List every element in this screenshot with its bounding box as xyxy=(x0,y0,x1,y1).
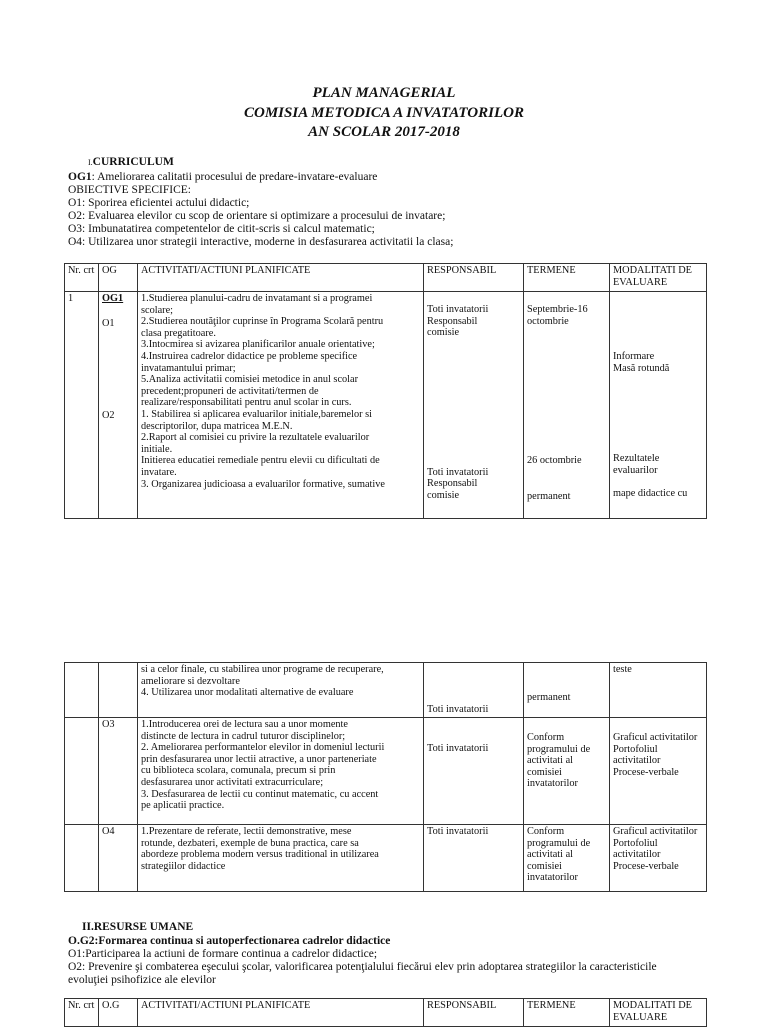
activity-line: distincte de lectura in cadrul tuturor disciplinelor; xyxy=(141,730,346,742)
deadline-line: programului de xyxy=(527,837,591,849)
table-header-row xyxy=(65,264,707,292)
activity-line: 2. Ameliorarea performantelor elevilor in domeniul lecturii xyxy=(141,742,385,754)
deadline-line: permanent xyxy=(527,490,571,502)
activity-line: 2.Raport al comisiei cu privire la rezultatele evaluarilor xyxy=(141,432,370,444)
row-number: 1 xyxy=(65,292,99,519)
og1-label: OG1 xyxy=(102,293,124,304)
activity-line: 1. Stabilirea si aplicarea evaluarilor initiale,baremelor si xyxy=(141,408,373,420)
og-cell: O4 xyxy=(99,825,138,892)
deadline-line: activitati al xyxy=(527,849,574,861)
header-deadlines: TERMENE xyxy=(524,264,610,292)
evaluation-line: Informare xyxy=(613,351,655,362)
activity-line: rotunde, dezbateri, exemple de buna practica, care sa xyxy=(141,837,359,849)
deadline-cell xyxy=(524,292,610,519)
o1-label: O1 xyxy=(102,317,115,329)
header-nr: Nr. crt xyxy=(65,999,99,1027)
objective-item: O3: Imbunatatirea competentelor de citit-scris si calcul matematic; xyxy=(68,223,375,235)
responsible-line: Toti invatatorii xyxy=(427,304,489,315)
deadline-line: Septembrie-16 xyxy=(527,304,588,315)
deadline-line: invatatorilor xyxy=(527,872,578,884)
evaluation-line: Graficul activitatilor xyxy=(613,826,698,837)
row-number xyxy=(65,663,99,718)
section-number: I. xyxy=(88,158,93,167)
responsible-line: Toti invatatorii xyxy=(427,826,489,837)
evaluation-line: teste xyxy=(613,664,632,675)
activity-line: 3. Desfasurarea de lectii cu continut matematic, cu accent xyxy=(141,788,379,800)
deadline-line: Conform xyxy=(527,826,565,837)
deadline-cell xyxy=(524,718,610,825)
activity-line: 1.Prezentare de referate, lectii demonstrative, mese xyxy=(141,826,352,837)
activity-line: prin desfasurarea unor lectii atractive, a unor parteneriate xyxy=(141,753,377,765)
activity-line: precedent;propuneri de activitati/termen de xyxy=(141,385,319,397)
table-row xyxy=(65,825,707,892)
document-subtitle: COMISIA METODICA A INVATATORILOR xyxy=(244,105,524,121)
activity-line: 3.Intocmirea si avizarea planificarilor anuale orientative; xyxy=(141,339,375,351)
responsible-cell xyxy=(424,663,524,718)
section-heading xyxy=(82,921,193,934)
header-activities: ACTIVITATI/ACTIUNI PLANIFICATE xyxy=(138,999,424,1027)
responsible-line: Responsabil xyxy=(427,315,478,327)
evaluation-line: activitatilor xyxy=(613,849,661,861)
plan-table-1 xyxy=(64,263,707,519)
activity-line: desfasurarea unor activitati extracurriculare; xyxy=(141,776,324,788)
evaluation-line: evaluarilor xyxy=(613,464,658,476)
deadline-line: programului de xyxy=(527,743,591,755)
evaluation-line: Masă rotundă xyxy=(613,362,670,374)
activity-line: scolare; xyxy=(141,304,174,316)
deadline-line: comisiei xyxy=(527,860,562,872)
evaluation-line: Rezultatele xyxy=(613,453,660,465)
table-header-row xyxy=(65,999,707,1027)
activity-line: si a celor finale, cu stabilirea unor programe de recuperare, xyxy=(141,664,384,675)
school-year: AN SCOLAR 2017-2018 xyxy=(308,124,460,140)
deadline-cell xyxy=(524,825,610,892)
activity-line: invatamantului primar; xyxy=(141,362,236,374)
og-cell xyxy=(99,292,138,519)
header-evaluation: MODALITATI DE EVALUARE xyxy=(610,999,707,1027)
section-heading xyxy=(88,156,174,170)
activity-line: 5.Analiza activitatii comisiei metodice in anul scolar xyxy=(141,374,359,386)
objective-item: evoluţiei psihofizice ale elevilor xyxy=(68,974,216,986)
activity-line: initiale. xyxy=(141,443,173,455)
objective-item: O2: Evaluarea elevilor cu scop de orientare si optimizare a procesului de invatare; xyxy=(68,210,446,222)
og-text: : Ameliorarea calitatii procesului de predare-invatare-evaluare xyxy=(91,171,378,183)
evaluation-cell xyxy=(610,292,707,519)
header-responsible: RESPONSABIL xyxy=(424,999,524,1027)
activity-line: pe aplicatii practice. xyxy=(141,800,225,812)
activity-line: clasa pregatitoare. xyxy=(141,327,216,339)
evaluation-cell xyxy=(610,663,707,718)
deadline-line: permanent xyxy=(527,692,571,703)
activity-line: descriptorilor, dupa matricea M.E.N. xyxy=(141,420,293,432)
activity-line: 4. Utilizarea unor modalitati alternative de evaluare xyxy=(141,687,354,699)
activities-cell xyxy=(138,292,424,519)
og-cell: O3 xyxy=(99,718,138,825)
activity-line: strategiilor didactice xyxy=(141,860,226,872)
deadline-cell xyxy=(524,663,610,718)
evaluation-line: Procese-verbale xyxy=(613,766,679,778)
header-og: O.G xyxy=(99,999,138,1027)
activity-line: abordeze problema modern versus traditional in utilizarea xyxy=(141,849,379,861)
table-row xyxy=(65,663,707,718)
header-nr: Nr. crt xyxy=(65,264,99,292)
table-row xyxy=(65,292,707,519)
deadline-line: activitati al xyxy=(527,755,574,767)
responsible-line: Toti invatatorii xyxy=(427,743,489,754)
og-cell xyxy=(99,663,138,718)
activities-cell xyxy=(138,663,424,718)
plan-table-3 xyxy=(64,998,707,1027)
activities-cell xyxy=(138,718,424,825)
activities-cell xyxy=(138,825,424,892)
header-og: OG xyxy=(99,264,138,292)
activity-line: invatare. xyxy=(141,466,177,478)
section-title: II.RESURSE UMANE xyxy=(82,921,194,933)
objective-item: O4: Utilizarea unor strategii interactive, moderne in desfasurarea activitatii la clasa; xyxy=(68,236,454,248)
responsible-line: Toti invatatorii xyxy=(427,704,489,715)
activity-line: realizare/responsabilitati pentru anul scolar in curs. xyxy=(141,397,352,409)
activity-line: 4.Instruirea cadrelor didactice pe probleme specifice xyxy=(141,350,358,362)
responsible-line: comisie xyxy=(427,327,460,339)
row-number xyxy=(65,718,99,825)
deadline-line: Conform xyxy=(527,732,565,743)
deadline-line: comisiei xyxy=(527,766,562,778)
objective-item: O1:Participarea la actiuni de formare continua a cadrelor didactice; xyxy=(68,948,378,960)
row-number xyxy=(65,825,99,892)
activity-line: cu biblioteca scolara, comunala, precum si prin xyxy=(141,765,336,777)
activity-line: ameliorare si dezvoltare xyxy=(141,675,240,687)
objectives-heading: OBIECTIVE SPECIFICE: xyxy=(68,184,191,196)
plan-table-2 xyxy=(64,662,707,892)
evaluation-cell xyxy=(610,718,707,825)
responsible-line: comisie xyxy=(427,489,460,501)
deadline-line: invatatorilor xyxy=(527,778,578,790)
evaluation-line: Portofoliul xyxy=(613,837,658,849)
header-evaluation: MODALITATI DE EVALUARE xyxy=(610,264,707,292)
evaluation-line: Graficul activitatilor xyxy=(613,732,698,743)
header-activities: ACTIVITATI/ACTIUNI PLANIFICATE xyxy=(138,264,424,292)
responsible-cell xyxy=(424,292,524,519)
responsible-cell xyxy=(424,718,524,825)
o2-label: O2 xyxy=(102,410,115,422)
evaluation-line: activitatilor xyxy=(613,755,661,767)
objective-item: O1: Sporirea eficientei actului didactic; xyxy=(68,197,250,209)
evaluation-line: Portofoliul xyxy=(613,743,658,755)
evaluation-cell xyxy=(610,825,707,892)
responsible-cell xyxy=(424,825,524,892)
og-code: OG1 xyxy=(68,171,92,183)
activity-line: 1.Introducerea orei de lectura sau a unor momente xyxy=(141,719,348,730)
deadline-line: 26 octombrie xyxy=(527,455,582,467)
evaluation-line: mape didactice cu xyxy=(613,488,688,500)
og-text: O.G2:Formarea continua si autoperfectionarea cadrelor didactice xyxy=(68,935,391,947)
activity-line: Initierea educatiei remediale pentru elevii cu dificultati de xyxy=(141,455,380,467)
objective-item: O2: Prevenire şi combaterea eşecului şcolar, valorificarea potenţialului fiecărui elev prin adoptarea strategiilor la caracteristicile xyxy=(68,961,657,973)
header-deadlines: TERMENE xyxy=(524,999,610,1027)
activity-line: 2.Studierea noutăţilor cuprinse în Programa Scolară pentru xyxy=(141,316,384,328)
deadline-line: octombrie xyxy=(527,315,569,327)
og-line xyxy=(68,171,377,184)
table-row xyxy=(65,718,707,825)
og-line xyxy=(68,935,390,948)
responsible-line: Toti invatatorii xyxy=(427,466,489,478)
section-title: CURRICULUM xyxy=(92,156,174,168)
responsible-line: Responsabil xyxy=(427,478,478,490)
document-title: PLAN MANAGERIAL xyxy=(312,85,456,101)
activity-line: 3. Organizarea judicioasa a evaluarilor formative, sumative xyxy=(141,478,385,490)
evaluation-line: Procese-verbale xyxy=(613,860,679,872)
header-responsible: RESPONSABIL xyxy=(424,264,524,292)
activity-line: 1.Studierea planului-cadru de invatamant si a programei xyxy=(141,293,373,304)
